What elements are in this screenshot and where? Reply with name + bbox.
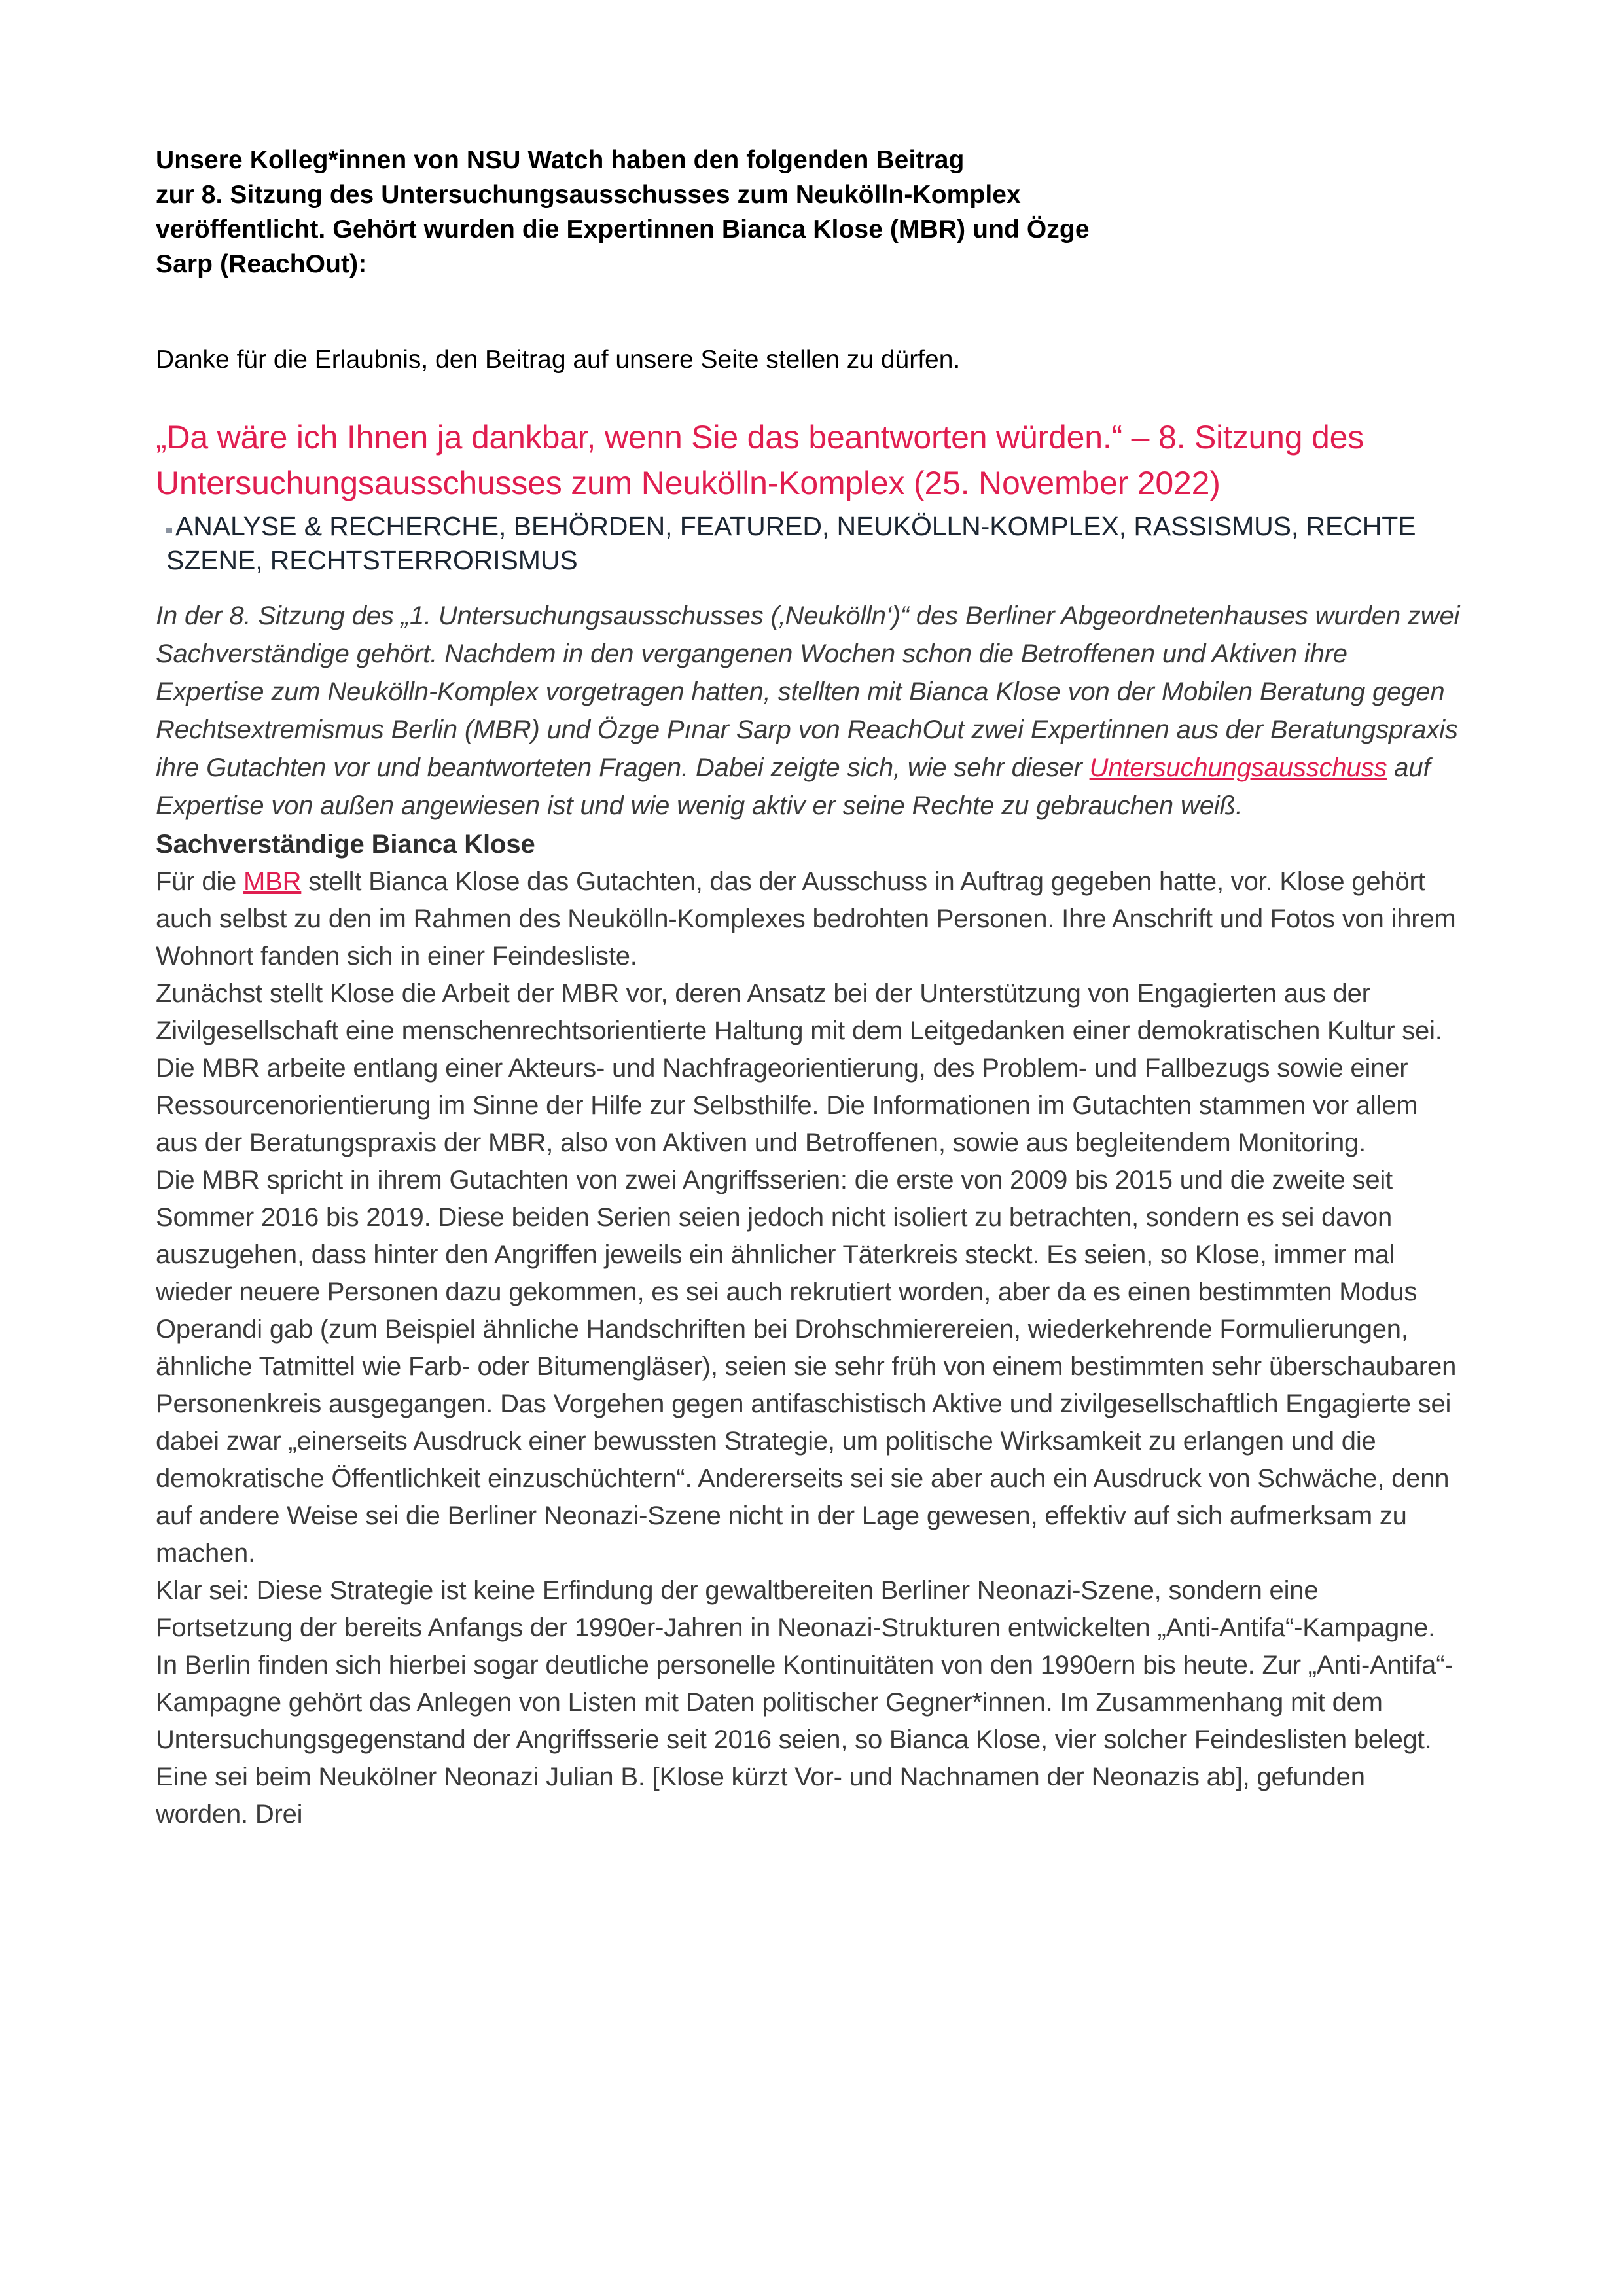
body-paragraph-1 xyxy=(156,863,1461,975)
article-lede xyxy=(156,577,1461,825)
intro-note-line-4: Sarp (ReachOut): xyxy=(156,250,367,278)
section-heading-sachverstaendige: Sachverständige Bianca Klose xyxy=(156,830,535,859)
article-categories-text: ANALYSE & RECHERCHE, BEHÖRDEN, FEATURED, NEUKÖLLN-KOMPLEX, RASSISMUS, RECHTE SZENE, RECHTSTERRORISMUS xyxy=(166,511,1416,575)
article-categories xyxy=(156,506,1461,577)
intro-note-line-1: Unsere Kolleg*innen von NSU Watch haben den folgenden Beitrag xyxy=(156,146,965,174)
untersuchungsausschuss-link[interactable]: Untersuchungsausschuss xyxy=(1089,753,1387,782)
permission-thanks-line: Danke für die Erlaubnis, den Beitrag auf unsere Seite stellen zu dürfen. xyxy=(156,346,961,374)
article-title: „Da wäre ich Ihnen ja dankbar, wenn Sie das beantworten würden.“ – 8. Sitzung des Untersuchungsausschusses zum Neukölln-Komplex (25. November 2022) xyxy=(156,419,1364,501)
category-bullet-icon xyxy=(166,528,172,533)
body-paragraph-4: Klar sei: Diese Strategie ist keine Erfindung der gewaltbereiten Berliner Neonazi-Szene, sondern eine Fortsetzung der bereits Anfangs der 1990er-Jahren in Neonazi-Strukturen entwickelten „Anti-Antifa“-Kampagne. In Berlin finden sich hierbei sogar deutliche personelle Kontinuitäten von den 1990ern bis heute. Zur „Anti-Antifa“-Kampagne gehört das Anlegen von Listen mit Daten politischer Gegner*innen. Im Zusammenhang mit dem Untersuchungsgegenstand der Angriffsserie seit 2016 seien, so Bianca Klose, vier solcher Feindeslisten belegt. Eine sei beim Neukölner Neonazi Julian B. [Klose kürzt Vor- und Nachnamen der Neonazis ab], gefunden worden. Drei xyxy=(156,1576,1454,1829)
document-content xyxy=(156,143,1461,1833)
body-paragraph-3: Die MBR spricht in ihrem Gutachten von zwei Angriffsserien: die erste von 2009 bis 2015 und die zweite seit Sommer 2016 bis 2019. Diese beiden Serien seien jedoch nicht isoliert zu betrachten, sondern es sei davon auszugehen, dass hinter den Angriffen jeweils ein ähnlicher Täterkreis steckt. Es seien, so Klose, immer mal wieder neuere Personen dazu gekommen, es sei auch rekrutiert worden, aber da es einen bestimmten Modus Operandi gab (zum Beispiel ähnliche Handschriften bei Drohschmierereien, wiederkehrende Formulierungen, ähnliche Tatmittel wie Farb- oder Bitumengläser), seien sie sehr früh von einem bestimmten sehr überschaubaren Personenkreis ausgegangen. Das Vorgehen gegen antifaschistisch Aktive und zivilgesellschaftlich Engagierte sei dabei zwar „einerseits Ausdruck einer bewussten Strategie, um politische Wirksamkeit zu erlangen und die demokratische Öffentlichkeit einzuschüchtern“. Andererseits sei sie aber auch ein Ausdruck von Schwäche, denn auf andere Weise sei die Berliner Neonazi-Szene nicht in der Lage gewesen, effektiv auf sich aufmerksam zu machen. xyxy=(156,1166,1457,1568)
intro-note xyxy=(156,143,1461,281)
intro-note-line-3: veröffentlicht. Gehört wurden die Expertinnen Bianca Klose (MBR) und Özge xyxy=(156,215,1090,243)
mbr-link[interactable]: MBR xyxy=(243,867,302,896)
lede-text-part-1: In der 8. Sitzung des „1. Untersuchungsausschusses (‚Neukölln‘)“ des Berliner Abgeordnetenhauses wurden zwei Sachverständige gehört. Nachdem in den vergangenen Wochen schon die Betroffenen und Aktiven ihre Expertise zum Neukölln-Komplex vorgetragen hatten, stellten mit Bianca Klose von der Mobilen Beratung gegen Rechtsextremismus Berlin (MBR) und Özge Pınar Sarp von ReachOut zwei Expertinnen aus der Beratungspraxis ihre Gutachten vor und beantworteten Fragen. Dabei zeigte sich, wie sehr dieser xyxy=(156,601,1460,782)
lede-text-part-2: auf Expertise von außen angewiesen ist und wie wenig aktiv er seine Rechte zu gebrauchen weiß. xyxy=(156,753,1431,820)
intro-note-line-2: zur 8. Sitzung des Untersuchungsausschusses zum Neukölln-Komplex xyxy=(156,181,1021,209)
paragraph-1-text-after-link: stellt Bianca Klose das Gutachten, das der Ausschuss in Auftrag gegeben hatte, vor. Klose gehört auch selbst zu den im Rahmen des Neukölln-Komplexes bedrohten Personen. Ihre Anschrift und Fotos von ihrem Wohnort fanden sich in einer Feindesliste. xyxy=(156,867,1456,971)
body-paragraph-2: Zunächst stellt Klose die Arbeit der MBR vor, deren Ansatz bei der Unterstützung von Engagierten aus der Zivilgesellschaft eine menschenrechtsorientierte Haltung mit dem Leitgedanken einer demokratischen Kultur sei. Die MBR arbeite entlang einer Akteurs- und Nachfrageorientierung, des Problem- und Fallbezugs sowie einer Ressourcenorientierung im Sinne der Hilfe zur Selbsthilfe. Die Informationen im Gutachten stammen vor allem aus der Beratungspraxis der MBR, also von Aktiven und Betroffenen, sowie aus begleitendem Monitoring. xyxy=(156,979,1442,1157)
paragraph-1-text-before-link: Für die xyxy=(156,867,244,896)
